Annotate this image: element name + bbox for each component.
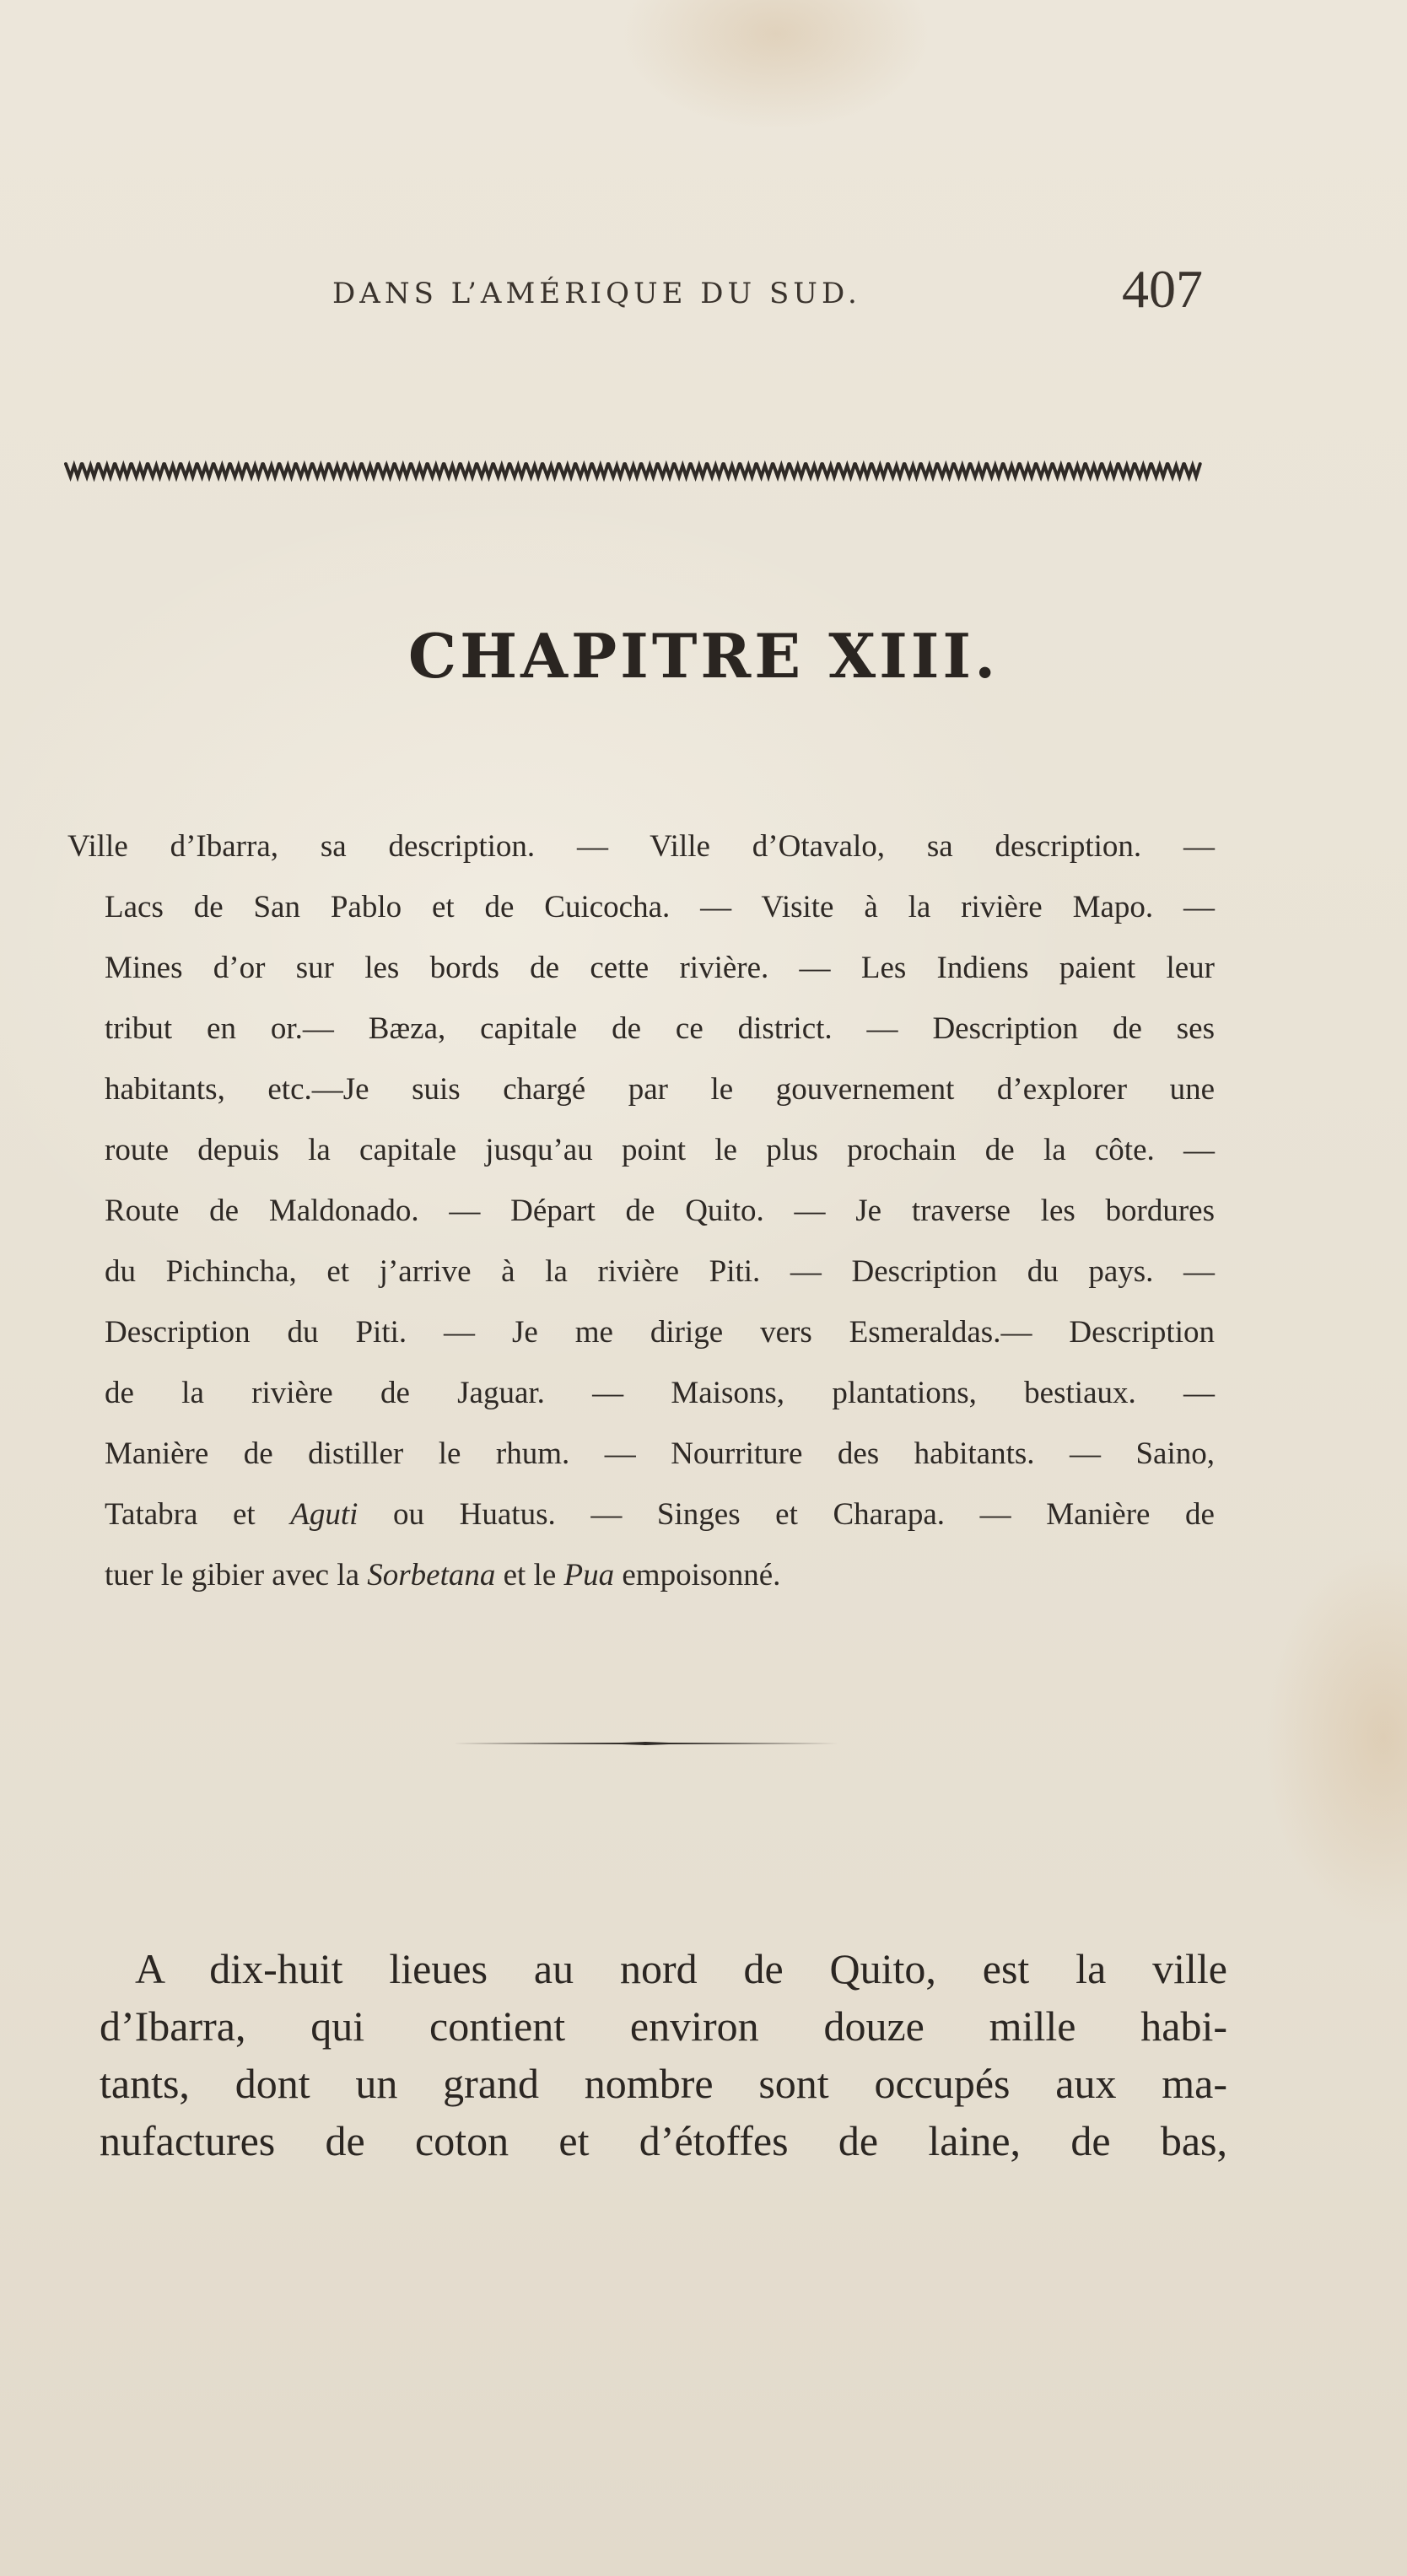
- body-line: nufactures de coton et d’étoffes de laine, de bas,: [100, 2117, 1227, 2164]
- summary-line: de la rivière de Jaguar. — Maisons, plantations, bestiaux. —: [105, 1376, 1215, 1410]
- chapter-title: CHAPITRE XIII.: [407, 620, 1000, 692]
- summary-line: habitants, etc.—Je suis chargé par le gouvernement d’explorer une: [105, 1072, 1215, 1107]
- ornamental-rule: [64, 456, 1205, 482]
- summary-line: Manière de distiller le rhum. — Nourriture des habitants. — Saino,: [105, 1436, 1215, 1471]
- page-number: 407: [1122, 259, 1203, 319]
- summary-line: tribut en or.— Bæza, capitale de ce district. — Description de ses: [105, 1011, 1215, 1046]
- body-line: A dix-huit lieues au nord de Quito, est la ville: [135, 1945, 1227, 1992]
- summary-line: Mines d’or sur les bords de cette rivière. — Les Indiens paient leur: [105, 951, 1215, 985]
- summary-line: Description du Piti. — Je me dirige vers Esmeraldas.— Description: [105, 1315, 1215, 1350]
- summary-line: Route de Maldonado. — Départ de Quito. — Je traverse les bordures: [105, 1194, 1215, 1228]
- chapter-summary: [67, 816, 1215, 1606]
- summary-line: Lacs de San Pablo et de Cuicocha. — Visite à la rivière Mapo. —: [105, 890, 1215, 924]
- body-line: tants, dont un grand nombre sont occupés aux ma-: [100, 2060, 1227, 2107]
- summary-line: Ville d’Ibarra, sa description. — Ville d’Otavalo, sa description. —: [67, 829, 1215, 864]
- running-header: DANS L’AMÉRIQUE DU SUD.: [332, 277, 861, 310]
- summary-line: Tatabra et Aguti ou Huatus. — Singes et Charapa. — Manière de: [105, 1497, 1215, 1532]
- body-line: d’Ibarra, qui contient environ douze mille habi-: [100, 2002, 1227, 2050]
- summary-line: du Pichincha, et j’arrive à la rivière Piti. — Description du pays. —: [105, 1254, 1215, 1289]
- summary-line: route depuis la capitale jusqu’au point le plus prochain de la côte. —: [105, 1133, 1215, 1167]
- section-separator: [453, 1740, 838, 1747]
- body-paragraph: [100, 1940, 1227, 2169]
- summary-line: tuer le gibier avec la Sorbetana et le Pua empoisonné.: [105, 1558, 781, 1592]
- ornament-zigzag: [66, 464, 1200, 477]
